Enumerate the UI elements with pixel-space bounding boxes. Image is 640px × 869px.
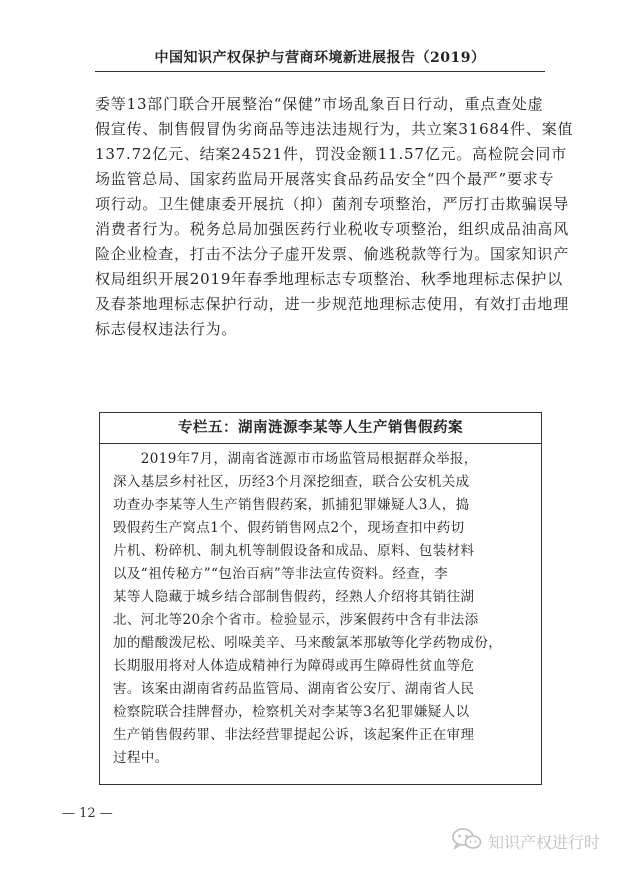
case-box-line: 深入基层乡村社区，历经3个月深挖细查，联合公安机关成 xyxy=(113,474,470,490)
case-box-line: 以及“祖传秘方”“包治百病”等非法宣传资料。经查，李 xyxy=(113,566,449,582)
case-box-line: 检察院联合挂牌督办，检察机关对李某等3名犯罪嫌疑人以 xyxy=(113,704,470,720)
watermark-text: 知识产权进行时 xyxy=(488,832,601,852)
watermark xyxy=(452,827,600,855)
case-box-body xyxy=(100,444,541,770)
body-line: 险企业检查，打击不法分子虚开发票、偷逃税款等行为。国家知识产 xyxy=(95,245,570,263)
case-box-line: 过程中。 xyxy=(113,750,169,766)
case-box-line: 某等人隐藏于城乡结合部制售假药，经熟人介绍将其销往湖 xyxy=(113,589,475,605)
case-box-line: 北、河北等20余个省市。检验显示，涉案假药中含有非法添 xyxy=(113,612,479,628)
case-box-line: 加的醋酸泼尼松、吲哚美辛、马来酸氯苯那敏等化学药物成份， xyxy=(113,635,503,651)
body-line: 137.72亿元、结案24521件，罚没金额11.57亿元。高检院会同市 xyxy=(95,145,567,163)
wechat-icon xyxy=(452,827,482,855)
case-box-line: 害。该案由湖南省药品监管局、湖南省公安厅、湖南省人民 xyxy=(113,681,475,697)
case-box-line: 片机、粉碎机、制丸机等制假设备和成品、原料、包装材料 xyxy=(113,543,475,559)
case-box-line: 长期服用将对人体造成精神行为障碍或再生障碍性贫血等危 xyxy=(113,658,475,674)
case-box-line: 2019年7月，湖南省涟源市市场监管局根据群众举报， xyxy=(113,451,478,467)
header-rule xyxy=(95,71,545,72)
case-box xyxy=(99,412,542,785)
case-box-line: 功查办李某等人生产销售假药案，抓捕犯罪嫌疑人3人，捣 xyxy=(113,497,470,513)
case-box-line: 生产销售假药罪、非法经营罪提起公诉，该起案件正在审理 xyxy=(113,727,475,743)
body-line: 委等13部门联合开展整治“保健”市场乱象百日行动，重点查处虚 xyxy=(95,95,544,113)
body-line: 假宣传、制售假冒伪劣商品等违法违规行为，共立案31684件、案值 xyxy=(95,120,574,138)
body-line: 标志侵权违法行为。 xyxy=(95,320,238,338)
page-number: — 12 — xyxy=(62,806,113,821)
body-paragraph xyxy=(95,92,574,342)
body-line: 项行动。卫生健康委开展抗（抑）菌剂专项整治，严厉打击欺骗误导 xyxy=(95,195,570,213)
body-line: 权局组织开展2019年春季地理标志专项整治、秋季地理标志保护以 xyxy=(95,270,563,288)
body-line: 消费者行为。税务总局加强医药行业税收专项整治，组织成品油高风 xyxy=(95,220,570,238)
case-box-line: 毁假药生产窝点1个、假药销售网点2个，现场查扣中药切 xyxy=(113,520,465,536)
running-header: 中国知识产权保护与营商环境新进展报告（2019） xyxy=(154,50,486,66)
case-box-title: 专栏五：湖南涟源李某等人生产销售假药案 xyxy=(100,413,541,444)
body-line: 场监管总局、国家药监局开展落实食品药品安全“四个最严”要求专 xyxy=(95,170,555,188)
body-line: 及春茶地理标志保护行动，进一步规范地理标志使用，有效打击地理 xyxy=(95,295,570,313)
